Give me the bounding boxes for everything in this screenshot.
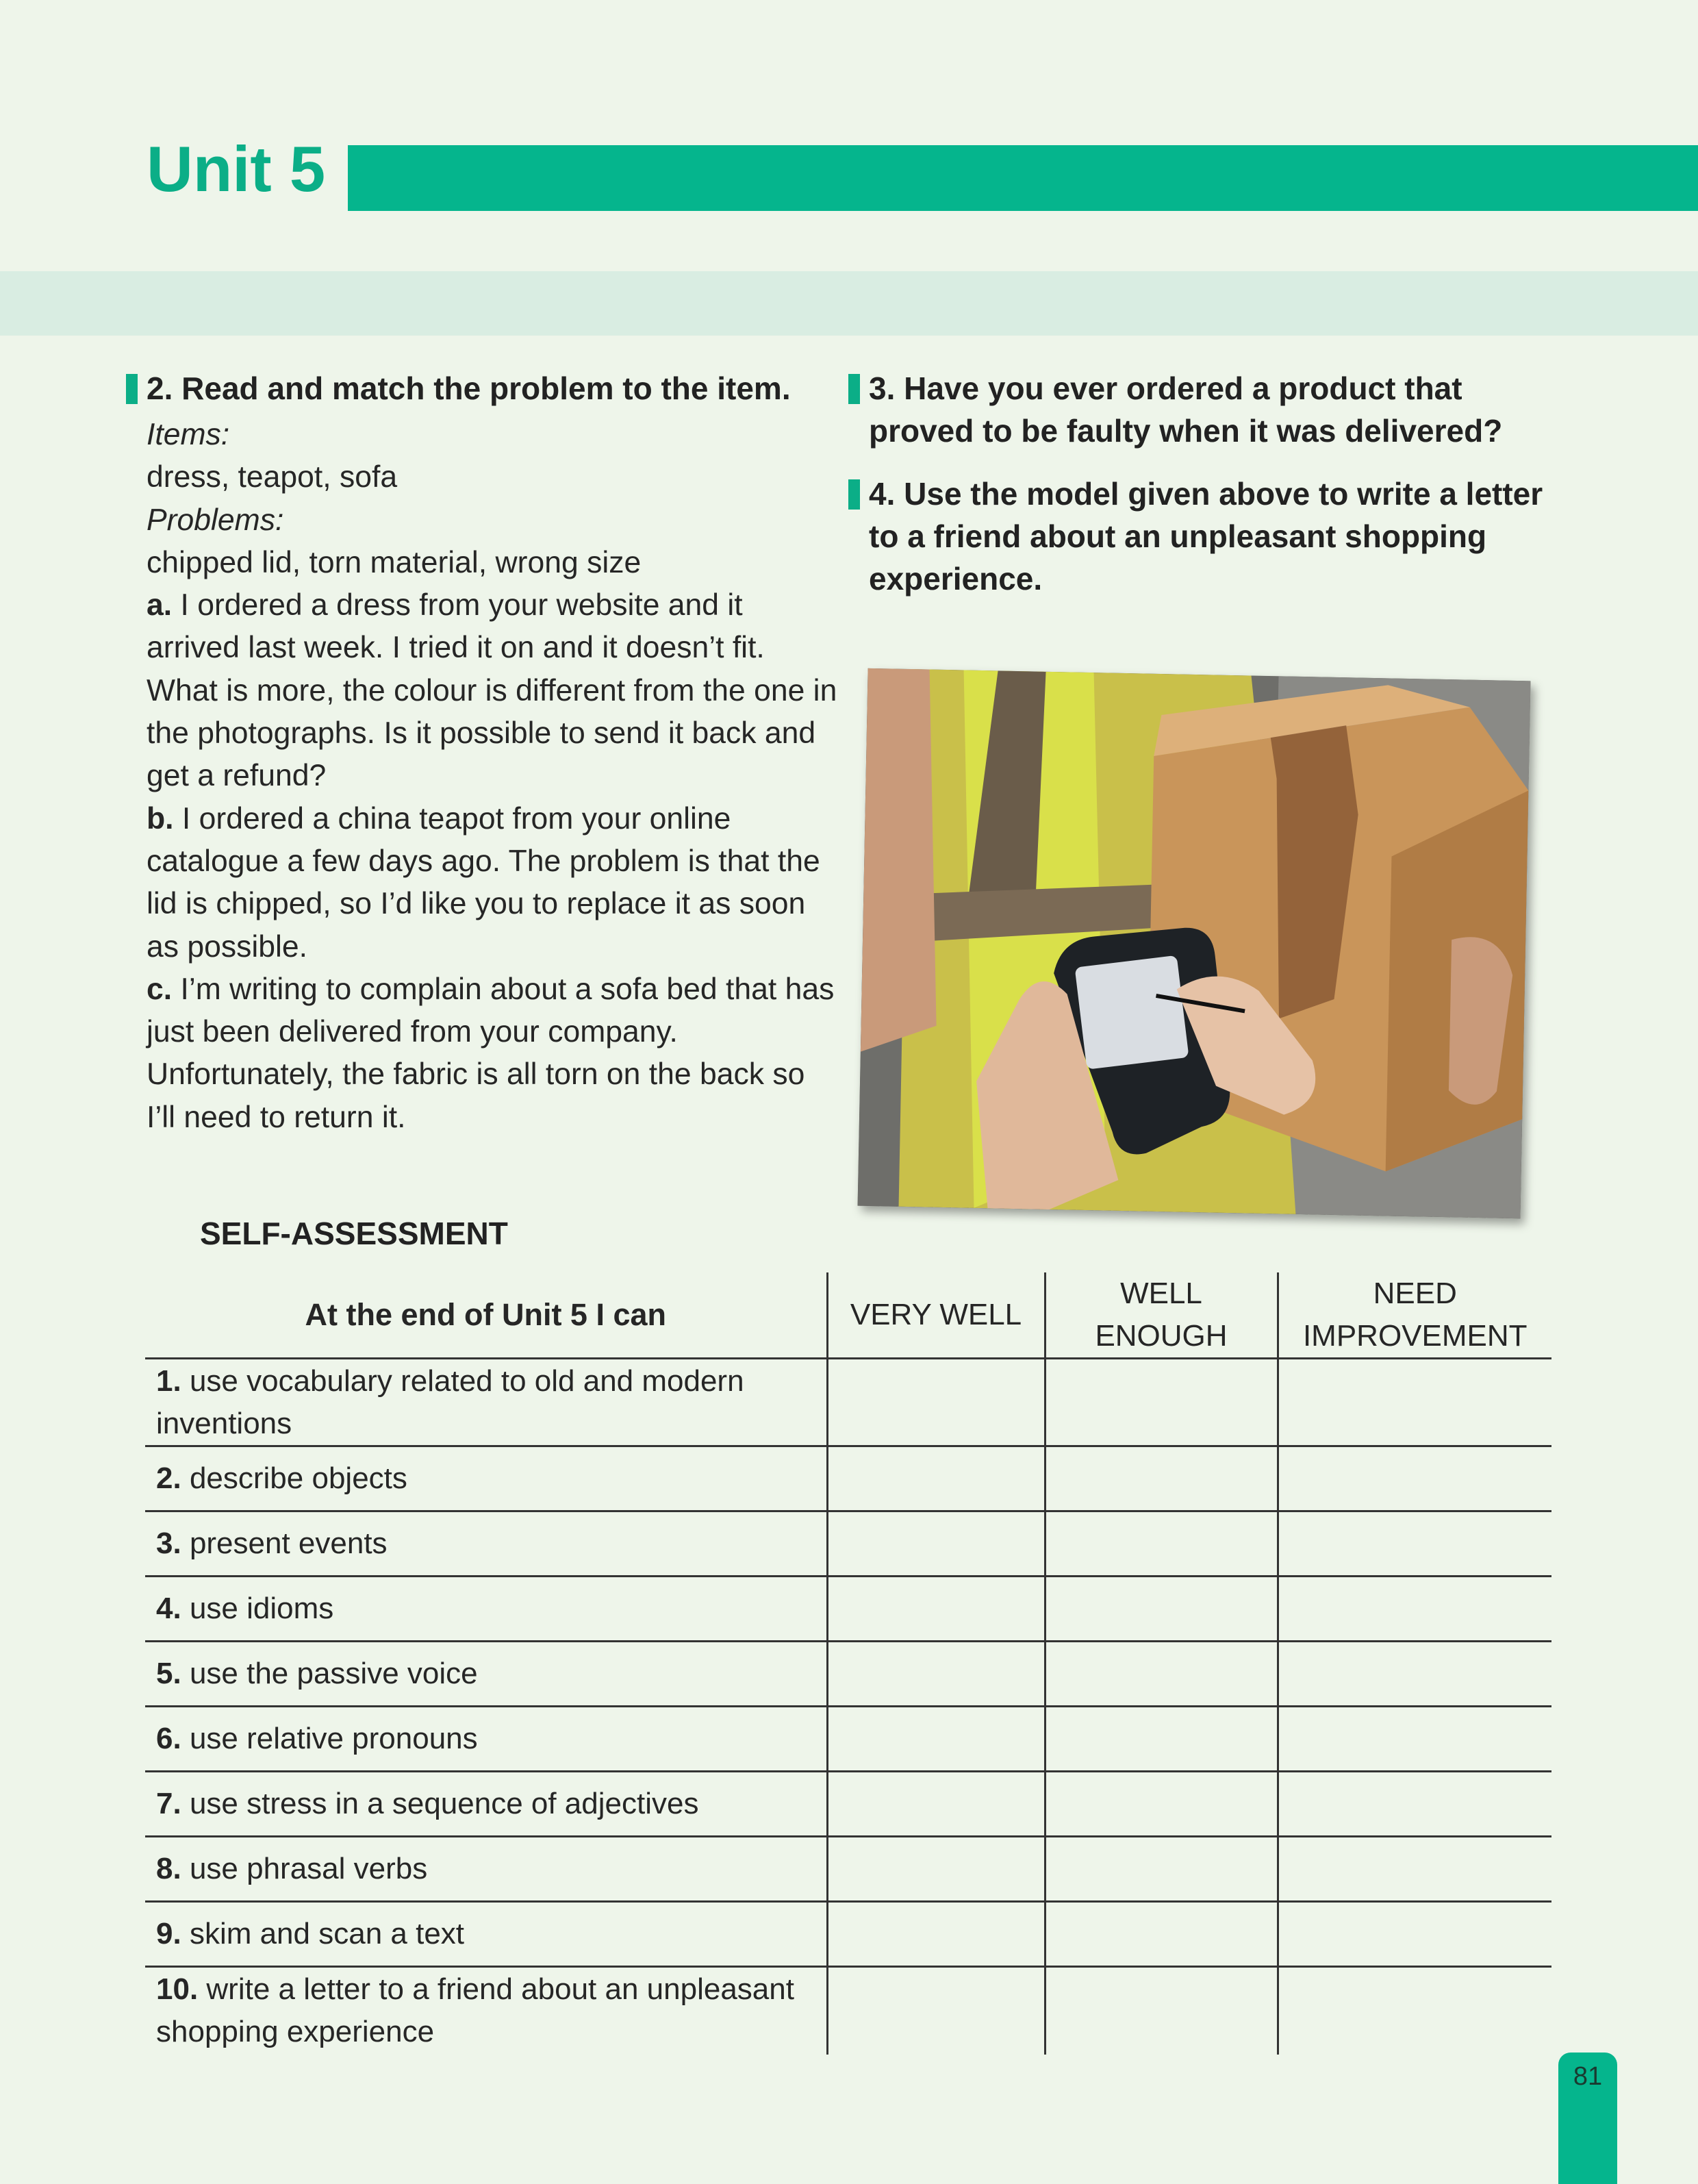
table-row (145, 1967, 1551, 2055)
rating-cell-well-enough[interactable] (1045, 1707, 1278, 1772)
header-very-well: VERY WELL (827, 1272, 1045, 1359)
skill-cell (145, 1772, 827, 1837)
row-text: write a letter to a friend about an unpleasant shopping experience (156, 1972, 794, 2049)
rating-cell-well-enough[interactable] (1045, 1446, 1278, 1511)
row-text: use phrasal verbs (189, 1852, 428, 1885)
row-text: use vocabulary related to old and modern inventions (156, 1364, 744, 1440)
row-number: 8. (156, 1852, 181, 1885)
row-number: 10. (156, 1972, 199, 2007)
skill-cell (145, 1511, 827, 1577)
skill-cell (145, 1359, 827, 1446)
skill-cell (145, 1902, 827, 1967)
rating-cell-need-improvement[interactable] (1278, 1511, 1551, 1577)
header-well-enough: WELL ENOUGH (1045, 1272, 1278, 1359)
rating-cell-need-improvement[interactable] (1278, 1902, 1551, 1967)
problems-label: Problems: (147, 503, 284, 537)
rating-cell-well-enough[interactable] (1045, 1837, 1278, 1902)
paragraph-a (147, 584, 838, 797)
table-row (145, 1642, 1551, 1707)
unit-title-bar (348, 145, 1698, 211)
rating-cell-need-improvement[interactable] (1278, 1772, 1551, 1837)
rating-cell-very-well[interactable] (827, 1967, 1045, 2055)
rating-cell-well-enough[interactable] (1045, 1359, 1278, 1446)
rating-cell-very-well[interactable] (827, 1902, 1045, 1967)
skill-cell (145, 1967, 827, 2055)
table-row (145, 1511, 1551, 1577)
rating-cell-well-enough[interactable] (1045, 1902, 1278, 1967)
exercise-4-heading-text: 4. Use the model given above to write a letter to a friend about an unpleasant shopping experience. (869, 476, 1543, 597)
row-number: 1. (156, 1364, 181, 1398)
exercise-2-heading (147, 367, 838, 410)
rating-cell-very-well[interactable] (827, 1642, 1045, 1707)
rating-cell-well-enough[interactable] (1045, 1772, 1278, 1837)
rating-cell-well-enough[interactable] (1045, 1967, 1278, 2055)
paragraph-b-text: I ordered a china teapot from your online catalogue a few days ago. The problem is that the lid is chipped, so I’d like you to replace it as soon as possible. (147, 801, 820, 964)
table-row (145, 1577, 1551, 1642)
table-row (145, 1902, 1551, 1967)
self-assessment-table (145, 1272, 1551, 2055)
paragraph-a-label: a. (147, 588, 173, 623)
table-row (145, 1359, 1551, 1446)
exercise-2-heading-text: 2. Read and match the problem to the item. (147, 371, 791, 406)
skill-cell (145, 1642, 827, 1707)
exercise-3-heading-text: 3. Have you ever ordered a product that proved to be faulty when it was delivered? (869, 371, 1503, 449)
row-number: 3. (156, 1527, 181, 1560)
paragraph-c-label: c. (147, 972, 173, 1006)
paragraph-c-text: I’m writing to complain about a sofa bed that has just been delivered from your company. Unfortunately, the fabric is all torn on the back so I’ll need to return it. (147, 972, 835, 1134)
problems-list: chipped lid, torn material, wrong size (147, 545, 642, 579)
skill-cell (145, 1837, 827, 1902)
header-band (0, 271, 1698, 336)
row-number: 6. (156, 1722, 181, 1755)
rating-cell-very-well[interactable] (827, 1359, 1045, 1446)
heading-marker (848, 374, 860, 404)
skill-cell (145, 1446, 827, 1511)
paragraph-c (147, 968, 838, 1139)
exercise-2 (147, 367, 838, 1139)
rating-cell-need-improvement[interactable] (1278, 1967, 1551, 2055)
exercises-3-4 (869, 367, 1554, 600)
paragraph-b (147, 798, 838, 968)
page-number: 81 (1573, 2062, 1603, 2091)
heading-marker (126, 374, 138, 404)
self-assessment-title: SELF-ASSESSMENT (200, 1216, 508, 1251)
row-number: 2. (156, 1461, 181, 1495)
table-row (145, 1837, 1551, 1902)
table-row (145, 1446, 1551, 1511)
paragraph-a-text: I ordered a dress from your website and it arrived last week. I tried it on and it doesn’t fit. What is more, the colour is different from the one in the photographs. Is it possible to send it back and get a refund? (147, 588, 837, 793)
rating-cell-very-well[interactable] (827, 1837, 1045, 1902)
row-number: 9. (156, 1917, 181, 1950)
table-header-row (145, 1272, 1551, 1359)
rating-cell-need-improvement[interactable] (1278, 1837, 1551, 1902)
row-text: use the passive voice (189, 1657, 478, 1690)
rating-cell-well-enough[interactable] (1045, 1577, 1278, 1642)
row-number: 7. (156, 1787, 181, 1820)
skill-cell (145, 1707, 827, 1772)
header-need-improvement: NEED IMPROVEMENT (1278, 1272, 1551, 1359)
delivery-photo (858, 668, 1531, 1218)
rating-cell-very-well[interactable] (827, 1577, 1045, 1642)
row-text: describe objects (189, 1461, 407, 1495)
exercise-3-heading (869, 367, 1554, 452)
table-row (145, 1772, 1551, 1837)
heading-marker (848, 479, 860, 510)
rating-cell-well-enough[interactable] (1045, 1642, 1278, 1707)
rating-cell-need-improvement[interactable] (1278, 1359, 1551, 1446)
row-text: skim and scan a text (189, 1917, 465, 1950)
table-row (145, 1707, 1551, 1772)
unit-title: Unit 5 (147, 133, 326, 205)
page-number-tab (1558, 2053, 1617, 2184)
rating-cell-very-well[interactable] (827, 1511, 1045, 1577)
exercise-2-body (147, 414, 838, 1139)
rating-cell-very-well[interactable] (827, 1446, 1045, 1511)
exercise-4-heading (869, 473, 1554, 600)
items-label: Items: (147, 418, 230, 451)
row-text: use relative pronouns (189, 1722, 478, 1755)
rating-cell-well-enough[interactable] (1045, 1511, 1278, 1577)
rating-cell-very-well[interactable] (827, 1707, 1045, 1772)
rating-cell-very-well[interactable] (827, 1772, 1045, 1837)
row-number: 5. (156, 1657, 181, 1690)
row-text: use stress in a sequence of adjectives (189, 1787, 699, 1820)
skill-cell (145, 1577, 827, 1642)
row-text: use idioms (189, 1592, 334, 1625)
header-skill: At the end of Unit 5 I can (145, 1272, 827, 1359)
row-text: present events (189, 1527, 388, 1560)
paragraph-b-label: b. (147, 801, 174, 836)
rating-cell-need-improvement[interactable] (1278, 1642, 1551, 1707)
row-number: 4. (156, 1592, 181, 1625)
rating-cell-need-improvement[interactable] (1278, 1707, 1551, 1772)
rating-cell-need-improvement[interactable] (1278, 1577, 1551, 1642)
rating-cell-need-improvement[interactable] (1278, 1446, 1551, 1511)
items-list: dress, teapot, sofa (147, 460, 398, 494)
